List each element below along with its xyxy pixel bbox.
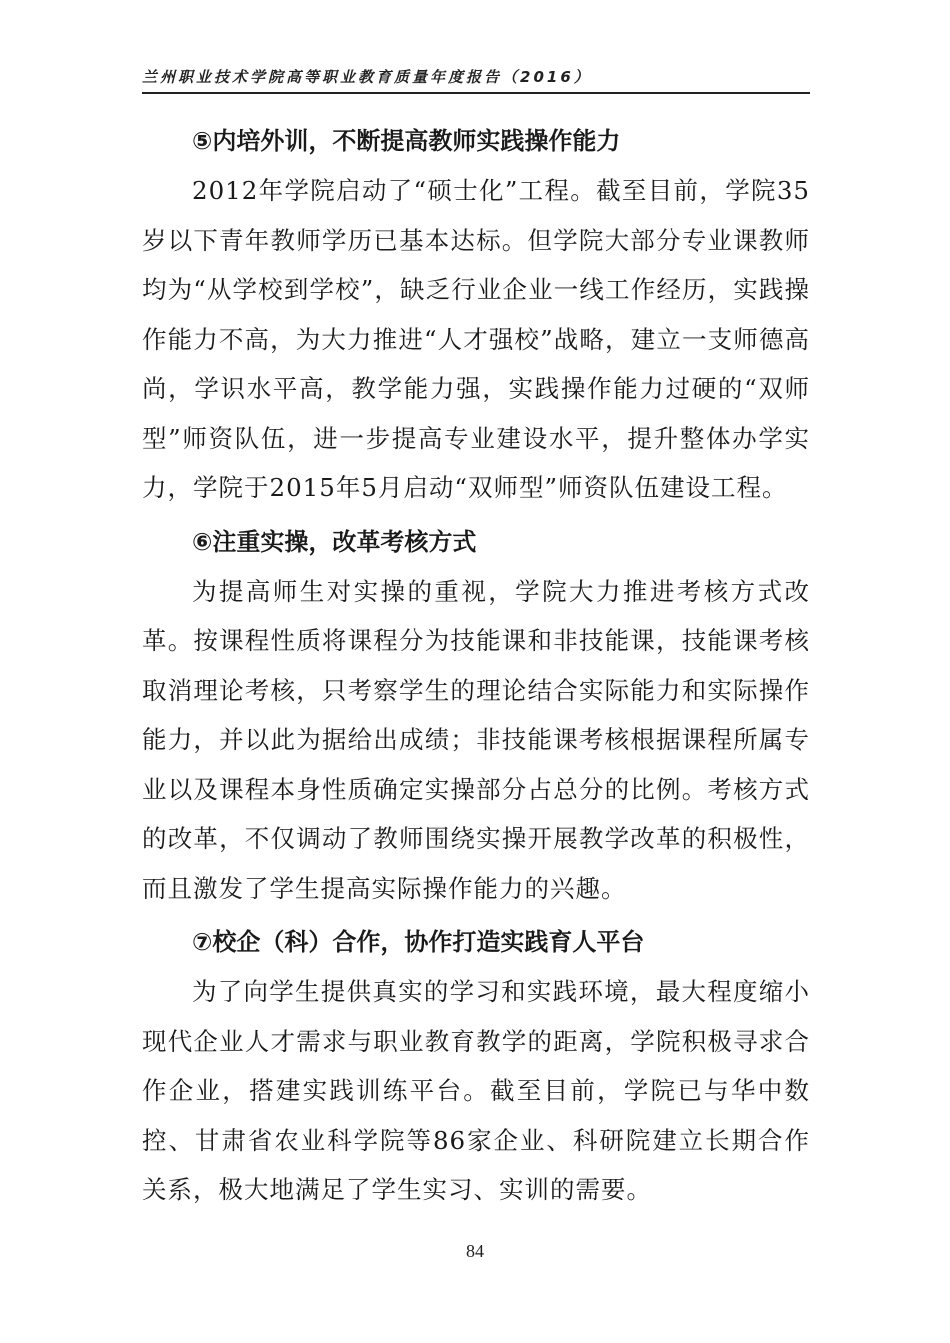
section-paragraph: 为提高师生对实操的重视，学院大力推进考核方式改革。按课程性质将课程分为技能课和非技能课，技能课考核取消理论考核，只考察学生的理论结合实际能力和实际操作能力，并以此为据给出成绩；非技能课考核根据课程所属专业以及课程本身性质确定实操部分占总分的比例。考核方式的改革，不仅调动了教师围绕实操开展教学改革的积极性，而且激发了学生提高实际操作能力的兴趣。 — [142, 576, 810, 903]
page-body — [142, 112, 810, 1215]
page-number: 84 — [466, 1241, 484, 1261]
section-6 — [142, 517, 810, 914]
section-heading: ⑥注重实操，改革考核方式 — [192, 527, 477, 556]
section-heading: ⑤内培外训，不断提高教师实践操作能力 — [192, 127, 621, 155]
section-paragraph: 2012年学院启动了“硕士化”工程。截至目前，学院35岁以下青年教师学历已基本达标。但学院大部分专业课教师均为“从学校到学校”，缺乏行业企业一线工作经历，实践操作能力不高，为大力推进“人才强校”战略，建立一支师德高尚，学识水平高，教学能力强，实践操作能力过硬的“双师型”师资队伍，进一步提高专业建设水平，提升整体办学实力，学院于2015年5月启动“双师型”师资队伍建设工程。 — [142, 176, 810, 502]
running-header: 兰州职业技术学院高等职业教育质量年度报告（2016） — [142, 68, 592, 86]
header-rule — [142, 92, 810, 94]
section-7 — [142, 917, 810, 1215]
section-heading: ⑦校企（科）合作，协作打造实践育人平台 — [192, 928, 645, 956]
section-paragraph: 为了向学生提供真实的学习和实践环境，最大程度缩小现代企业人才需求与职业教育教学的距离，学院积极寻求合作企业，搭建实践训练平台。截至目前，学院已与华中数控、甘肃省农业科学院等86家企业、科研院建立长期合作关系，极大地满足了学生实习、实训的需要。 — [142, 977, 810, 1204]
section-5 — [142, 116, 810, 513]
